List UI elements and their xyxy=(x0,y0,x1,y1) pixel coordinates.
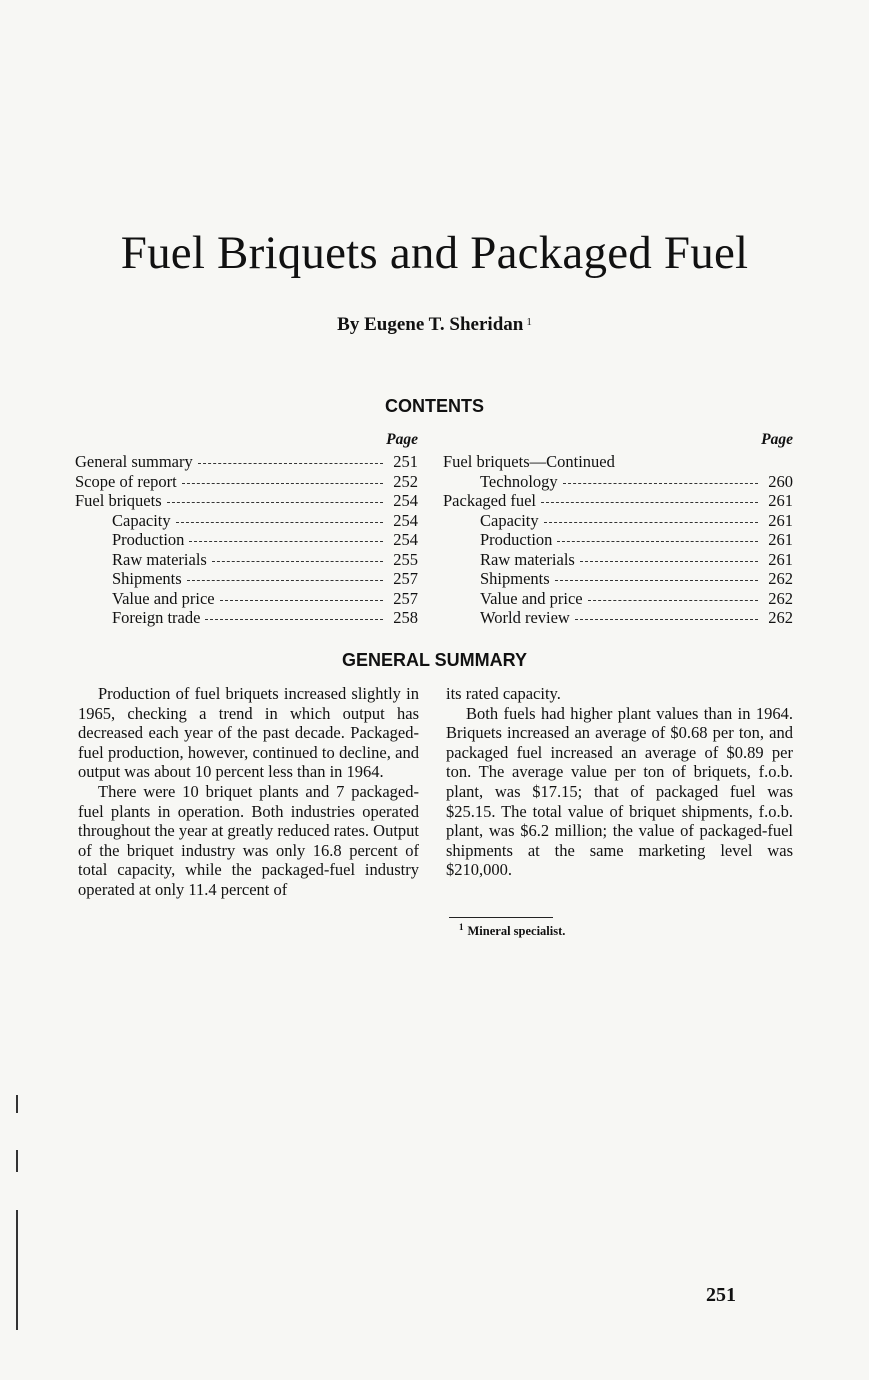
toc-entry xyxy=(443,472,793,492)
toc-entry-page: 260 xyxy=(768,471,793,491)
author-byline xyxy=(0,314,869,336)
toc-leader xyxy=(580,561,758,562)
toc-entry-page: 254 xyxy=(393,530,418,549)
toc-entry-page: 262 xyxy=(768,569,793,588)
toc-entry-page: 257 xyxy=(393,588,418,608)
text-column-left xyxy=(78,684,419,900)
binding-mark xyxy=(16,1150,18,1172)
toc-entry-label: Production xyxy=(480,530,553,549)
toc-page-label: Page xyxy=(761,431,793,448)
toc-entry-label: Raw materials xyxy=(112,549,207,569)
toc-leader xyxy=(557,541,758,542)
toc-entry-label: Scope of report xyxy=(75,471,177,491)
toc-entry-page: 251 xyxy=(393,452,418,471)
toc-leader xyxy=(555,580,758,581)
toc-entry-label: Technology xyxy=(480,471,558,491)
toc-entry xyxy=(75,569,418,589)
toc-leader xyxy=(198,463,383,464)
footnote-text: Mineral specialist. xyxy=(467,924,566,939)
toc-continued-label xyxy=(443,452,793,472)
toc-entry-page: 254 xyxy=(393,510,418,530)
toc-entry xyxy=(75,472,418,492)
toc-entry-label: Value and price xyxy=(112,588,215,608)
toc-leader xyxy=(575,619,758,620)
toc-entry-page: 255 xyxy=(393,549,418,569)
contents-heading: CONTENTS xyxy=(385,396,484,416)
toc-entry-label: Capacity xyxy=(480,510,539,530)
toc-entry-page: 252 xyxy=(393,471,418,491)
toc-leader xyxy=(189,541,383,542)
paragraph-plants: There were 10 briquet plants and 7 packaged-fuel plants in operation. Both industries operated throughout the year at greatly reduced rates. Output of the briquet industry was only 16.8 percent of total capacity, while the packaged-fuel industry operated at only 11.4 percent of xyxy=(78,781,419,899)
toc-entry-label: Production xyxy=(112,530,185,549)
toc-entry-label: General summary xyxy=(75,452,193,471)
toc-entry xyxy=(443,569,793,589)
toc-entry-label: Capacity xyxy=(112,510,171,530)
toc-leader xyxy=(212,561,383,562)
footnote-mark: 1 xyxy=(459,922,464,932)
text-column-right xyxy=(446,684,793,880)
toc-entry-label: Value and price xyxy=(480,588,583,608)
toc-leader xyxy=(541,502,758,503)
toc-entry-page: 261 xyxy=(768,510,793,530)
toc-leader xyxy=(176,522,383,523)
toc-leader xyxy=(187,580,383,581)
toc-entry-label: Fuel briquets xyxy=(75,491,162,510)
toc-entry xyxy=(75,589,418,609)
toc-entry xyxy=(75,491,418,511)
toc-entry xyxy=(443,491,793,511)
paragraph-values: Both fuels had higher plant values than in 1964. Briquets increased an average of $0.68 per ton, and packaged fuel increased an average of $0.89 per ton. The average value per ton of briquets, f.o.b. plant, was $17.15; that of packaged fuel was $25.15. The total value of briquet shipments, f.o.b. plant, was $6.2 million; the value of packaged-fuel shipments at the same marketing level was $210,000. xyxy=(446,703,793,880)
toc-leader xyxy=(205,619,383,620)
toc-entry-page: 257 xyxy=(393,569,418,588)
footnote-rule xyxy=(449,917,553,918)
author-footnote-mark: 1 xyxy=(526,316,532,328)
toc-leader xyxy=(563,483,758,484)
toc-leader xyxy=(588,600,758,601)
toc-entry-label: Raw materials xyxy=(480,549,575,569)
page-title: Fuel Briquets and Packaged Fuel xyxy=(120,227,749,279)
toc-entry xyxy=(75,530,418,550)
toc-entry xyxy=(75,511,418,531)
toc-entry-label: Foreign trade xyxy=(112,608,201,627)
author-name: By Eugene T. Sheridan xyxy=(337,314,524,335)
toc-entry-page: 262 xyxy=(768,608,793,627)
toc-entry xyxy=(443,550,793,570)
binding-mark xyxy=(16,1095,18,1113)
toc-leader xyxy=(544,522,758,523)
toc-leader xyxy=(182,483,383,484)
toc-entry-page: 254 xyxy=(393,491,418,510)
paragraph-plants-continued: its rated capacity. xyxy=(446,684,561,703)
toc-entry xyxy=(75,452,418,472)
toc-entry xyxy=(443,608,793,628)
toc-left-column xyxy=(75,430,418,628)
toc-entry xyxy=(443,530,793,550)
general-summary-heading: GENERAL SUMMARY xyxy=(341,650,527,670)
toc-entry-label: World review xyxy=(480,608,570,627)
toc-entry xyxy=(443,511,793,531)
toc-continued-text: Fuel briquets—Continued xyxy=(443,452,615,471)
toc-entry-page: 261 xyxy=(768,530,793,549)
paragraph-production: Production of fuel briquets increased slightly in 1965, checking a trend in which output has decreased each year of the past decade. Packaged-fuel production, however, continued to decline, and output was about 10 percent less than in 1964. xyxy=(78,684,419,782)
toc-entry-label: Shipments xyxy=(112,569,182,588)
toc-entry-page: 258 xyxy=(393,608,418,627)
toc-entry xyxy=(75,550,418,570)
footnote xyxy=(459,922,565,939)
toc-right-column xyxy=(443,430,793,628)
toc-entry-page: 261 xyxy=(768,549,793,569)
toc-entry-page: 261 xyxy=(768,491,793,510)
toc-entry xyxy=(443,589,793,609)
toc-entry-label: Packaged fuel xyxy=(443,491,536,510)
toc-leader xyxy=(220,600,383,601)
binding-mark xyxy=(16,1210,18,1330)
toc-leader xyxy=(167,502,383,503)
toc-entry xyxy=(75,608,418,628)
toc-entry-label: Shipments xyxy=(480,569,550,588)
page-number: 251 xyxy=(706,1284,736,1306)
toc-entry-page: 262 xyxy=(768,588,793,608)
toc-page-label: Page xyxy=(386,431,418,448)
